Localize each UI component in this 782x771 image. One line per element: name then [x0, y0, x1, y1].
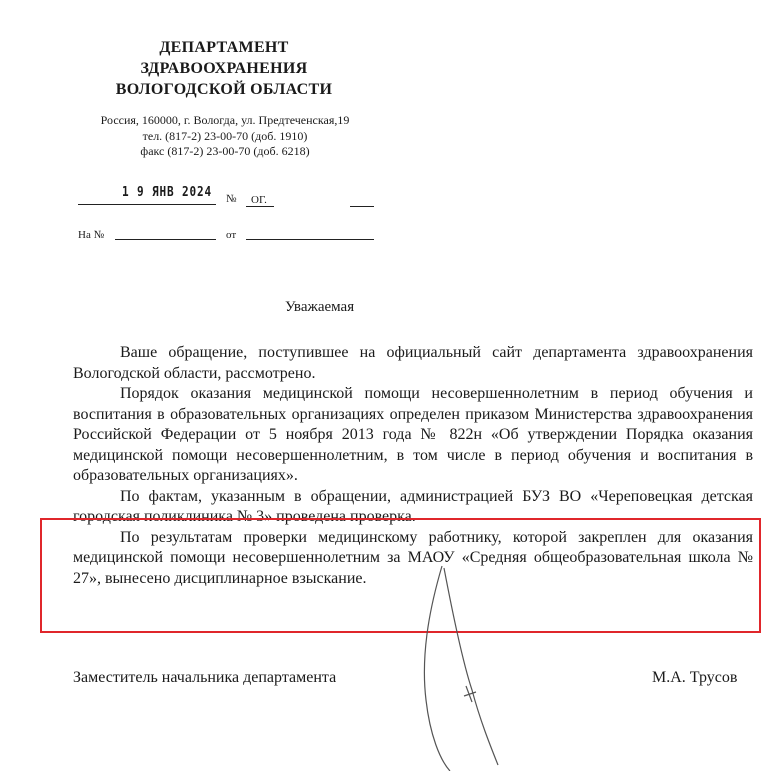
department-line-2: ЗДРАВООХРАНЕНИЯ — [140, 60, 308, 77]
number-value: ОГ. — [251, 194, 267, 206]
date-stamp: 1 9 ЯНВ 2024 — [122, 185, 213, 200]
address-line: Россия, 160000, г. Вологда, ул. Предтеченская,19 — [100, 113, 350, 127]
number-tail-underline — [350, 206, 374, 207]
signatory-name: М.А. Трусов — [652, 669, 738, 686]
greeting: Уважаемая — [285, 299, 355, 315]
date-underline — [78, 204, 216, 205]
phone-line: тел. (817-2) 23-00-70 (доб. 1910) — [142, 128, 308, 143]
number-underline — [246, 206, 274, 207]
from-underline — [246, 239, 374, 240]
department-address — [60, 113, 390, 160]
department-line-1: ДЕПАРТАМЕНТ — [159, 39, 289, 56]
paragraph-3: По фактам, указанным в обращении, администрацией БУЗ ВО «Череповецкая детская городская поликлиника № 3» проведена проверка. — [73, 487, 753, 525]
number-label: № — [226, 193, 237, 205]
paragraph-4: По результатам проверки медицинскому работнику, которой закреплен для оказания медицинской помощи несовершеннолетним за МАОУ «Средняя общеобразовательная школа № 27», вынесено дисциплинарное взыскание. — [73, 528, 753, 587]
signatory-position: Заместитель начальника департамента — [73, 669, 337, 686]
from-label: от — [226, 229, 237, 241]
paragraph-2: Порядок оказания медицинской помощи несовершеннолетним в период обучения и воспитания в образовательных организациях определен приказом Министерства здравоохранения Российской Федерации от 5 ноября 2013 года № 822н «Об утверждении Порядка оказания медицинской помощи несовершеннолетним, в том числе в период обучения и воспитания в образовательных организациях». — [73, 385, 753, 484]
reply-label: На № — [78, 229, 105, 241]
handwritten-signature — [380, 560, 510, 771]
department-line-3: ВОЛОГОДСКОЙ ОБЛАСТИ — [115, 81, 333, 98]
fax-line: факс (817-2) 23-00-70 (доб. 6218) — [140, 144, 310, 158]
paragraph-1: Ваше обращение, поступившее на официальный сайт департамента здравоохранения Вологодской области, рассмотрено. — [73, 344, 753, 382]
department-name — [104, 37, 344, 100]
reply-underline — [115, 239, 216, 240]
